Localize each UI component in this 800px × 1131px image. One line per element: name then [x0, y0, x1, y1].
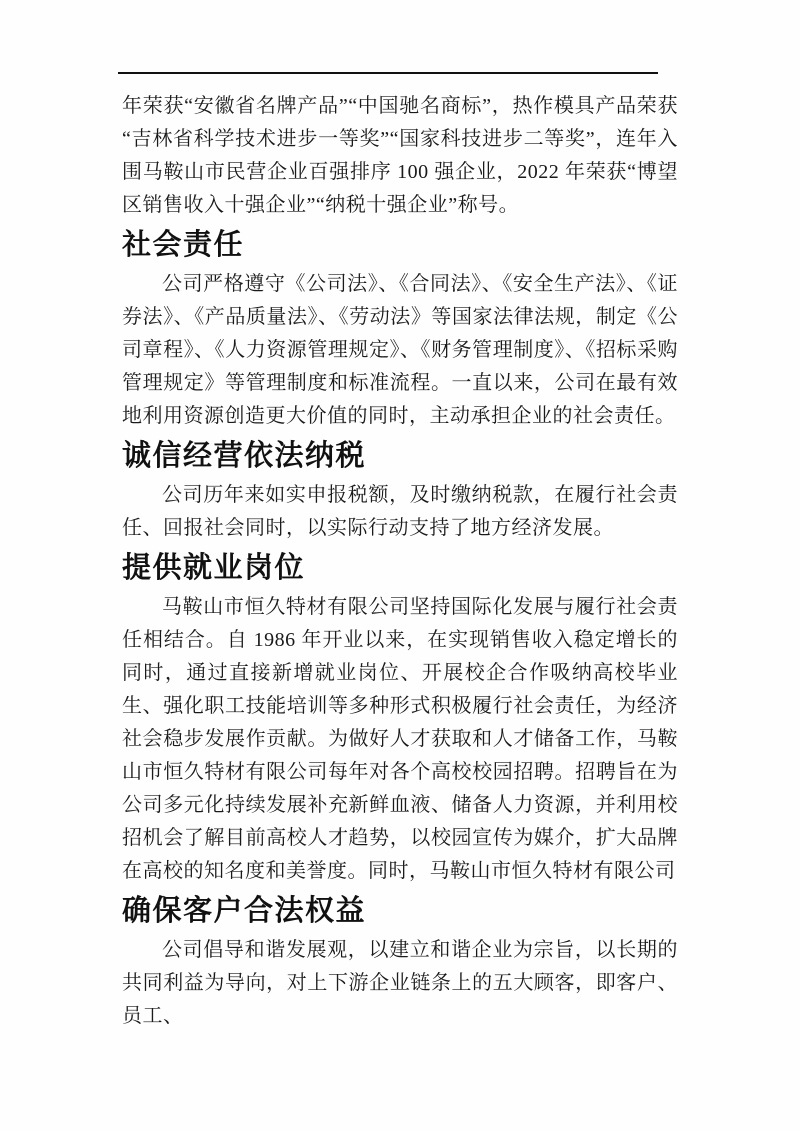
paragraph-honors-continued: 年荣获“安徽省名牌产品”“中国驰名商标”，热作模具产品荣获“吉林省科学技术进步一等奖”“国家科技进步二等奖”，连年入围马鞍山市民营企业百强排序 100 强企业，2022 年荣获“博望区销售收入十强企业”“纳税十强企业”称号。 [122, 95, 678, 216]
header-divider-rule [118, 72, 658, 74]
paragraph-tax-declaration: 公司历年来如实申报税额，及时缴纳税款，在履行社会责任、回报社会同时，以实际行动支持了地方经济发展。 [122, 484, 678, 539]
paragraph-legal-compliance: 公司严格遵守《公司法》、《合同法》、《安全生产法》、《证券法》、《产品质量法》、《劳动法》等国家法律法规，制定《公司章程》、《人力资源管理规定》、《财务管理制度》、《招标采购管理规定》等管理制度和标准流程。一直以来，公司在最有效地利用资源创造更大价值的同时，主动承担企业的社会责任。 [122, 273, 678, 427]
paragraph-employment-detail: 马鞍山市恒久特材有限公司坚持国际化发展与履行社会责任相结合。自 1986 年开业以来，在实现销售收入稳定增长的同时，通过直接新增就业岗位、开展校企合作吸纳高校毕业生、强化职工技能培训等多种形式积极履行社会责任，为经济社会稳步发展作贡献。为做好人才获取和人才储备工作，马鞍山市恒久特材有限公司每年对各个高校校园招聘。招聘旨在为公司多元化持续发展补充新鲜血液、储备人力资源，并利用校招机会了解目前高校人才趋势，以校园宣传为媒介，扩大品牌在高校的知名度和美誉度。同时，马鞍山市恒久特材有限公司 [122, 596, 678, 882]
section-heading-customer-rights: 确保客户合法权益 [122, 895, 367, 927]
paragraph-customer-rights-detail: 公司倡导和谐发展观，以建立和谐企业为宗旨，以长期的共同利益为导向，对上下游企业链条上的五大顾客，即客户、员工、 [122, 939, 678, 1027]
section-heading-social-responsibility: 社会责任 [122, 229, 245, 261]
document-body [122, 90, 678, 1033]
section-heading-honest-taxpaying: 诚信经营依法纳税 [122, 440, 367, 472]
section-heading-employment: 提供就业岗位 [122, 552, 306, 584]
